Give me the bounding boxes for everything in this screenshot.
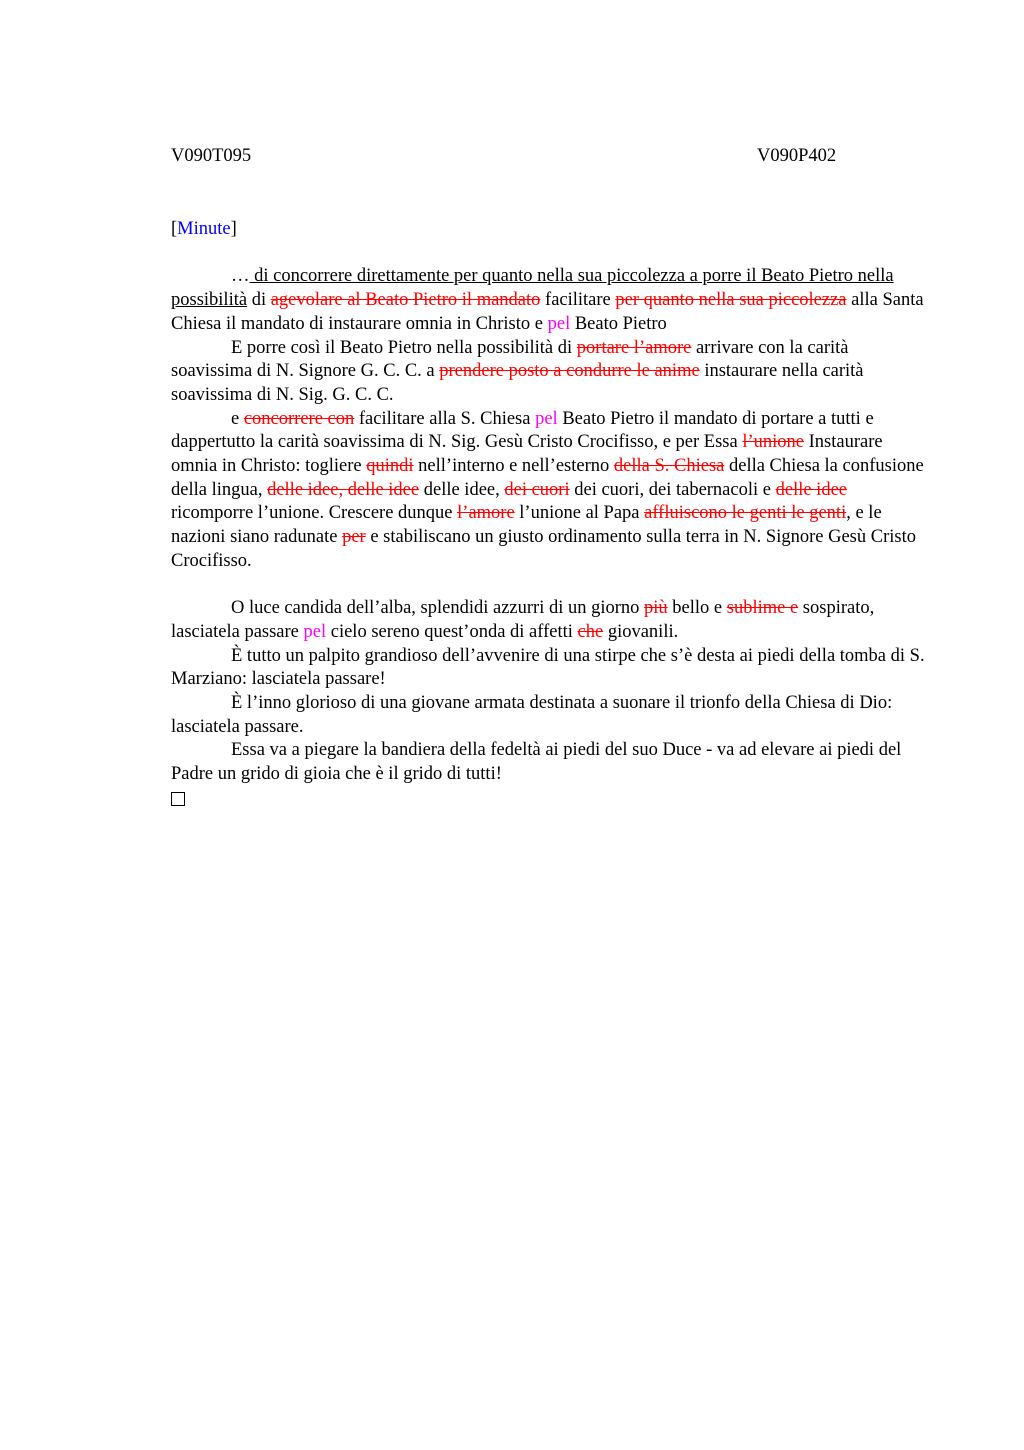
deleted-text: sublime e [726,598,799,619]
deleted-text: per quanto nella sua piccolezza [615,290,847,311]
text-run: Beato Pietro il mandato di portare a tutti e dappertutto la carità soavissima di N. Sig. Gesù Cristo Crocifisso, e per Essa [171,408,874,453]
text-run: nell’interno e nell’esterno [413,456,614,477]
text-run: l’unione al Papa [514,503,645,524]
deleted-text: prendere posto a condurre le anime [439,361,700,382]
paragraph [171,597,933,644]
inserted-text: pel [535,408,558,429]
end-mark [171,787,933,814]
text-run: Essa va a piegare la bandiera della fedeltà ai piedi del suo Duce - va ad elevare ai piedi del Padre un grido di gioia che è il grido di tutti! [171,740,902,785]
text-run: facilitare [540,290,616,311]
text-run: dei cuori, dei tabernacoli e [569,479,776,500]
inserted-text: pel [303,621,327,642]
deleted-text: della S. Chiesa [613,456,725,477]
deleted-text: per [342,527,366,548]
text-run: cielo sereno quest’onda di affetti [326,621,578,642]
deleted-text: più [644,598,668,619]
document-body [171,265,933,786]
paragraph [171,739,933,786]
paragraph [171,408,933,574]
text-run: È l’inno glorioso di una giovane armata destinata a suonare il trionfo della Chiesa di Dio: lasciatela passare. [171,693,893,737]
text-run: alla Santa Chiesa il mandato di instaurare omnia in Christo e [171,290,924,334]
deleted-text: portare l’amore [576,337,692,358]
text-run: ricomporre l’unione. Crescere dunque [171,503,458,524]
deleted-text: agevolare al Beato Pietro il mandato [270,290,541,311]
square-box-icon [171,792,185,806]
text-run: e [231,408,244,429]
text-run: O luce candida dell’alba, splendidi azzurri di un giorno [231,598,645,619]
deleted-text: affluiscono le genti le genti [644,503,847,524]
text-run: , e le nazioni siano radunate [171,503,882,548]
document-id-right: V090P402 [757,146,837,166]
text-run: facilitare alla S. Chiesa [354,408,536,429]
text-run: della Chiesa la confusione della lingua, [171,456,924,500]
deleted-text: quindi [366,456,414,477]
text-run: di [247,290,271,311]
deleted-text: che [577,621,604,642]
text-run: sospirato, lasciatela passare [171,598,875,642]
deleted-text: delle idee, delle idee [267,479,420,500]
bracket-close: ] [230,219,237,239]
text-run: È tutto un palpito grandioso dell’avvenire di una stirpe che s’è desta ai piedi della tomba di S. Marziano: lasciatela passare! [171,645,925,690]
text-run: Beato Pietro [570,313,667,334]
document-id-left: V090T095 [171,146,252,166]
paragraph [171,265,933,336]
blank-line [171,242,933,266]
deleted-text: l’unione [742,432,804,453]
underlined-text: di concorrere direttamente per quanto nella sua piccolezza a porre il Beato Pietro nella possibilità [171,266,894,311]
text-run: bello e [667,598,727,619]
deleted-text: dei cuori [504,479,570,500]
text-run: Instaurare omnia in Christo: togliere [171,432,883,477]
text-run: giovanili. [603,621,679,642]
section-label [171,218,933,242]
inserted-text: pel [547,313,571,334]
document-header [171,145,933,169]
blank-line [171,574,933,598]
paragraph [171,692,933,739]
text-run: … [231,266,250,287]
text-run: instaurare nella carità soavissima di N. Sig. G. C. C. [171,361,864,405]
paragraph [171,337,933,408]
deleted-text: delle idee [775,479,847,500]
deleted-text: l’amore [457,503,515,524]
text-run: arrivare con la carità soavissima di N. Signore G. C. C. a [171,337,849,382]
section-label-text: Minute [177,219,231,239]
text-run: e stabiliscano un giusto ordinamento sulla terra in N. Signore Gesù Cristo Crocifisso. [171,527,916,571]
bracket-open: [ [171,219,178,239]
text-run: delle idee, [419,479,505,500]
document-page [171,145,933,814]
text-run: E porre così il Beato Pietro nella possibilità di [231,337,577,358]
paragraph [171,645,933,692]
deleted-text: concorrere con [243,408,355,429]
